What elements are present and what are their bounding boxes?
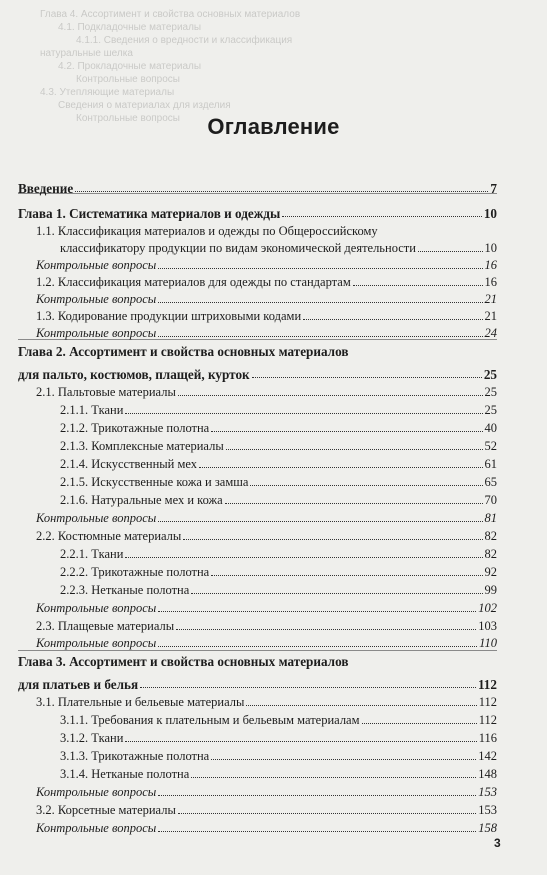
toc-entry-page: 7 bbox=[490, 181, 497, 196]
toc-entry-label: Контрольные вопросы bbox=[36, 821, 157, 835]
toc-entry-questions bbox=[18, 506, 497, 526]
chapter-title-line: Глава 3. Ассортимент и свойства основных материалов bbox=[18, 654, 349, 669]
toc-entry-label: для пальто, костюмов, плащей, курток bbox=[18, 367, 250, 382]
toc-entry-chapter bbox=[18, 362, 497, 382]
toc-entry-page: 112 bbox=[477, 677, 497, 692]
toc-entry-label: 2.2. Костюмные материалы bbox=[36, 529, 182, 543]
toc-entry-questions bbox=[18, 631, 497, 651]
toc-entry-page: 112 bbox=[478, 713, 497, 727]
toc-entry-label: 2.2.1. Ткани bbox=[60, 547, 124, 561]
toc-entry-chapter bbox=[18, 176, 497, 196]
dot-leader bbox=[353, 285, 483, 286]
toc-entry bbox=[18, 542, 497, 562]
toc-entry bbox=[18, 690, 497, 710]
toc-entry-label: 3.1.2. Ткани bbox=[60, 731, 124, 745]
dot-leader bbox=[191, 593, 482, 594]
dot-leader bbox=[211, 575, 482, 576]
toc-entry-page: 16 bbox=[484, 258, 497, 272]
toc-entry-label: 3.1. Плательные и бельевые материалы bbox=[36, 695, 245, 709]
toc-entry-page: 10 bbox=[483, 206, 497, 221]
page-title: Оглавление bbox=[207, 114, 340, 139]
toc-entry-label: 1.1. Классификация материалов и одежды по Общероссийскому bbox=[36, 224, 378, 238]
toc-entry-label: 2.1.6. Натуральные мех и кожа bbox=[60, 493, 223, 507]
dot-leader bbox=[158, 646, 477, 647]
bleed-through-line: 4.3. Утепляющие материалы bbox=[40, 87, 175, 98]
dot-leader bbox=[362, 723, 477, 724]
toc-entry bbox=[18, 798, 497, 818]
bleed-through-line: 4.1. Подкладочные материалы bbox=[58, 22, 202, 33]
toc-entry-page: 158 bbox=[478, 821, 497, 835]
dot-leader bbox=[211, 431, 482, 432]
toc-entry-label: 2.1.4. Искусственный мех bbox=[60, 457, 198, 471]
toc-entry-label: 2.1.1. Ткани bbox=[60, 403, 124, 417]
bleed-through-line: Контрольные вопросы bbox=[76, 113, 180, 124]
chapter-title-line: Глава 2. Ассортимент и свойства основных материалов bbox=[18, 344, 349, 359]
toc-entry-questions bbox=[18, 816, 497, 836]
toc-entry-page: 70 bbox=[484, 493, 497, 507]
toc-entry-page: 25 bbox=[483, 367, 497, 382]
toc-entry bbox=[18, 524, 497, 544]
bleed-through-line: Глава 4. Ассортимент и свойства основных материалов bbox=[40, 9, 301, 20]
toc-entry-page: 21 bbox=[484, 292, 497, 306]
toc-entry-label: 1.2. Классификация материалов для одежды по стандартам bbox=[36, 275, 351, 289]
bleed-through-line: 4.2. Прокладочные материалы bbox=[58, 61, 202, 72]
dot-leader bbox=[158, 302, 482, 303]
toc-entry-page: 153 bbox=[478, 785, 497, 799]
toc-entry-label: Глава 1. Систематика материалов и одежды bbox=[18, 206, 281, 221]
bleed-through-line: Сведения о материалах для изделия bbox=[58, 100, 231, 111]
toc-entry bbox=[18, 398, 497, 418]
toc-entry-label: 2.1.2. Трикотажные полотна bbox=[60, 421, 210, 435]
toc-entry-page: 112 bbox=[478, 695, 497, 709]
dot-leader bbox=[140, 687, 476, 688]
dot-leader bbox=[158, 268, 482, 269]
page-number: 3 bbox=[494, 836, 501, 850]
dot-leader bbox=[252, 377, 482, 378]
bleed-through-line: Контрольные вопросы bbox=[76, 74, 180, 85]
toc-entry-label: 2.2.3. Нетканые полотна bbox=[60, 583, 190, 597]
toc-entry-page: 116 bbox=[478, 731, 497, 745]
toc-entry-label: Контрольные вопросы bbox=[36, 326, 157, 340]
toc-entry-label: Контрольные вопросы bbox=[36, 511, 157, 525]
dot-leader bbox=[303, 319, 482, 320]
toc-entry-chapter bbox=[18, 201, 497, 221]
dot-leader bbox=[183, 539, 482, 540]
toc-entry-label: 2.1. Пальтовые материалы bbox=[36, 385, 176, 399]
toc-entry-label: 2.1.5. Искусственные кожа и замша bbox=[60, 475, 249, 489]
toc-entry-label: 2.2.2. Трикотажные полотна bbox=[60, 565, 210, 579]
toc-entry-page: 25 bbox=[484, 385, 497, 399]
toc-entry-page: 10 bbox=[484, 241, 497, 255]
toc-entry bbox=[18, 560, 497, 580]
dot-leader bbox=[158, 336, 482, 337]
toc-entry-label: Контрольные вопросы bbox=[36, 258, 157, 272]
dot-leader bbox=[158, 521, 482, 522]
toc-entry-page: 65 bbox=[484, 475, 497, 489]
toc-entry-label: 3.2. Корсетные материалы bbox=[36, 803, 176, 817]
dot-leader bbox=[125, 557, 482, 558]
dot-leader bbox=[226, 449, 483, 450]
dot-leader bbox=[125, 741, 476, 742]
toc-entry bbox=[18, 470, 497, 490]
toc-entry-page: 25 bbox=[484, 403, 497, 417]
toc-entry-label: 3.1.3. Трикотажные полотна bbox=[60, 749, 210, 763]
dot-leader bbox=[246, 705, 476, 706]
toc-entry bbox=[18, 452, 497, 472]
toc-entry-questions bbox=[18, 596, 497, 616]
toc-entry-chapter bbox=[18, 672, 497, 692]
toc-entry-questions bbox=[18, 321, 497, 341]
toc-entry-page: 81 bbox=[484, 511, 497, 525]
toc-entry-label: для платьев и белья bbox=[18, 677, 139, 692]
toc-entry-label: Контрольные вопросы bbox=[36, 785, 157, 799]
toc-entry bbox=[18, 578, 497, 598]
dot-leader bbox=[178, 395, 483, 396]
dot-leader bbox=[75, 191, 488, 192]
toc-entry-page: 21 bbox=[484, 309, 497, 323]
dot-leader bbox=[158, 795, 476, 796]
toc-entry bbox=[18, 726, 497, 746]
toc-entry-label: 2.3. Плащевые материалы bbox=[36, 619, 175, 633]
toc-entry bbox=[18, 708, 497, 728]
toc-entry bbox=[18, 488, 497, 508]
toc-entry-page: 103 bbox=[478, 619, 497, 633]
toc-entry-label: Введение bbox=[18, 181, 74, 196]
toc-entry-page: 40 bbox=[484, 421, 497, 435]
dot-leader bbox=[176, 629, 476, 630]
toc-entry bbox=[18, 744, 497, 764]
toc-entry-label: Контрольные вопросы bbox=[36, 601, 157, 615]
toc-entry-page: 52 bbox=[484, 439, 497, 453]
toc-entry-page: 92 bbox=[484, 565, 497, 579]
toc-entry-label: 2.1.3. Комплексные материалы bbox=[60, 439, 224, 453]
toc-entry-page: 61 bbox=[484, 457, 497, 471]
dot-leader bbox=[282, 216, 482, 217]
toc-entry-label: 3.1.1. Требования к плательным и бельевым материалам bbox=[60, 713, 360, 727]
dot-leader bbox=[199, 467, 482, 468]
toc-entry-label: 3.1.4. Нетканые полотна bbox=[60, 767, 190, 781]
dot-leader bbox=[211, 759, 476, 760]
toc-entry-page: 82 bbox=[484, 529, 497, 543]
toc-entry-page: 16 bbox=[484, 275, 497, 289]
toc-entry-label: Контрольные вопросы bbox=[36, 636, 157, 650]
toc-entry-page: 110 bbox=[479, 636, 497, 650]
toc-entry-questions bbox=[18, 780, 497, 800]
toc-entry bbox=[18, 416, 497, 436]
toc-entry bbox=[18, 434, 497, 454]
dot-leader bbox=[225, 503, 483, 504]
toc-entry-page: 82 bbox=[484, 547, 497, 561]
dot-leader bbox=[418, 251, 483, 252]
toc-entry-page: 102 bbox=[478, 601, 497, 615]
toc-entry-label: Контрольные вопросы bbox=[36, 292, 157, 306]
toc-entry bbox=[18, 380, 497, 400]
dot-leader bbox=[158, 611, 476, 612]
toc-entry-page: 153 bbox=[478, 803, 497, 817]
dot-leader bbox=[250, 485, 482, 486]
bleed-through-line: 4.1.1. Сведения о вредности и классификация bbox=[76, 35, 293, 46]
toc-entry-page: 99 bbox=[484, 583, 497, 597]
dot-leader bbox=[191, 777, 476, 778]
toc-entry bbox=[18, 762, 497, 782]
bleed-through-line: натуральные шелка bbox=[40, 48, 133, 59]
dot-leader bbox=[125, 413, 482, 414]
toc-entry-label: 1.3. Кодирование продукции штриховыми кодами bbox=[36, 309, 302, 323]
toc-entry-page: 142 bbox=[478, 749, 497, 763]
dot-leader bbox=[158, 831, 476, 832]
toc-entry-page: 148 bbox=[478, 767, 497, 781]
toc-entry-label: классификатору продукции по видам экономической деятельности bbox=[60, 241, 416, 255]
dot-leader bbox=[178, 813, 476, 814]
toc-entry-page: 24 bbox=[484, 326, 497, 340]
